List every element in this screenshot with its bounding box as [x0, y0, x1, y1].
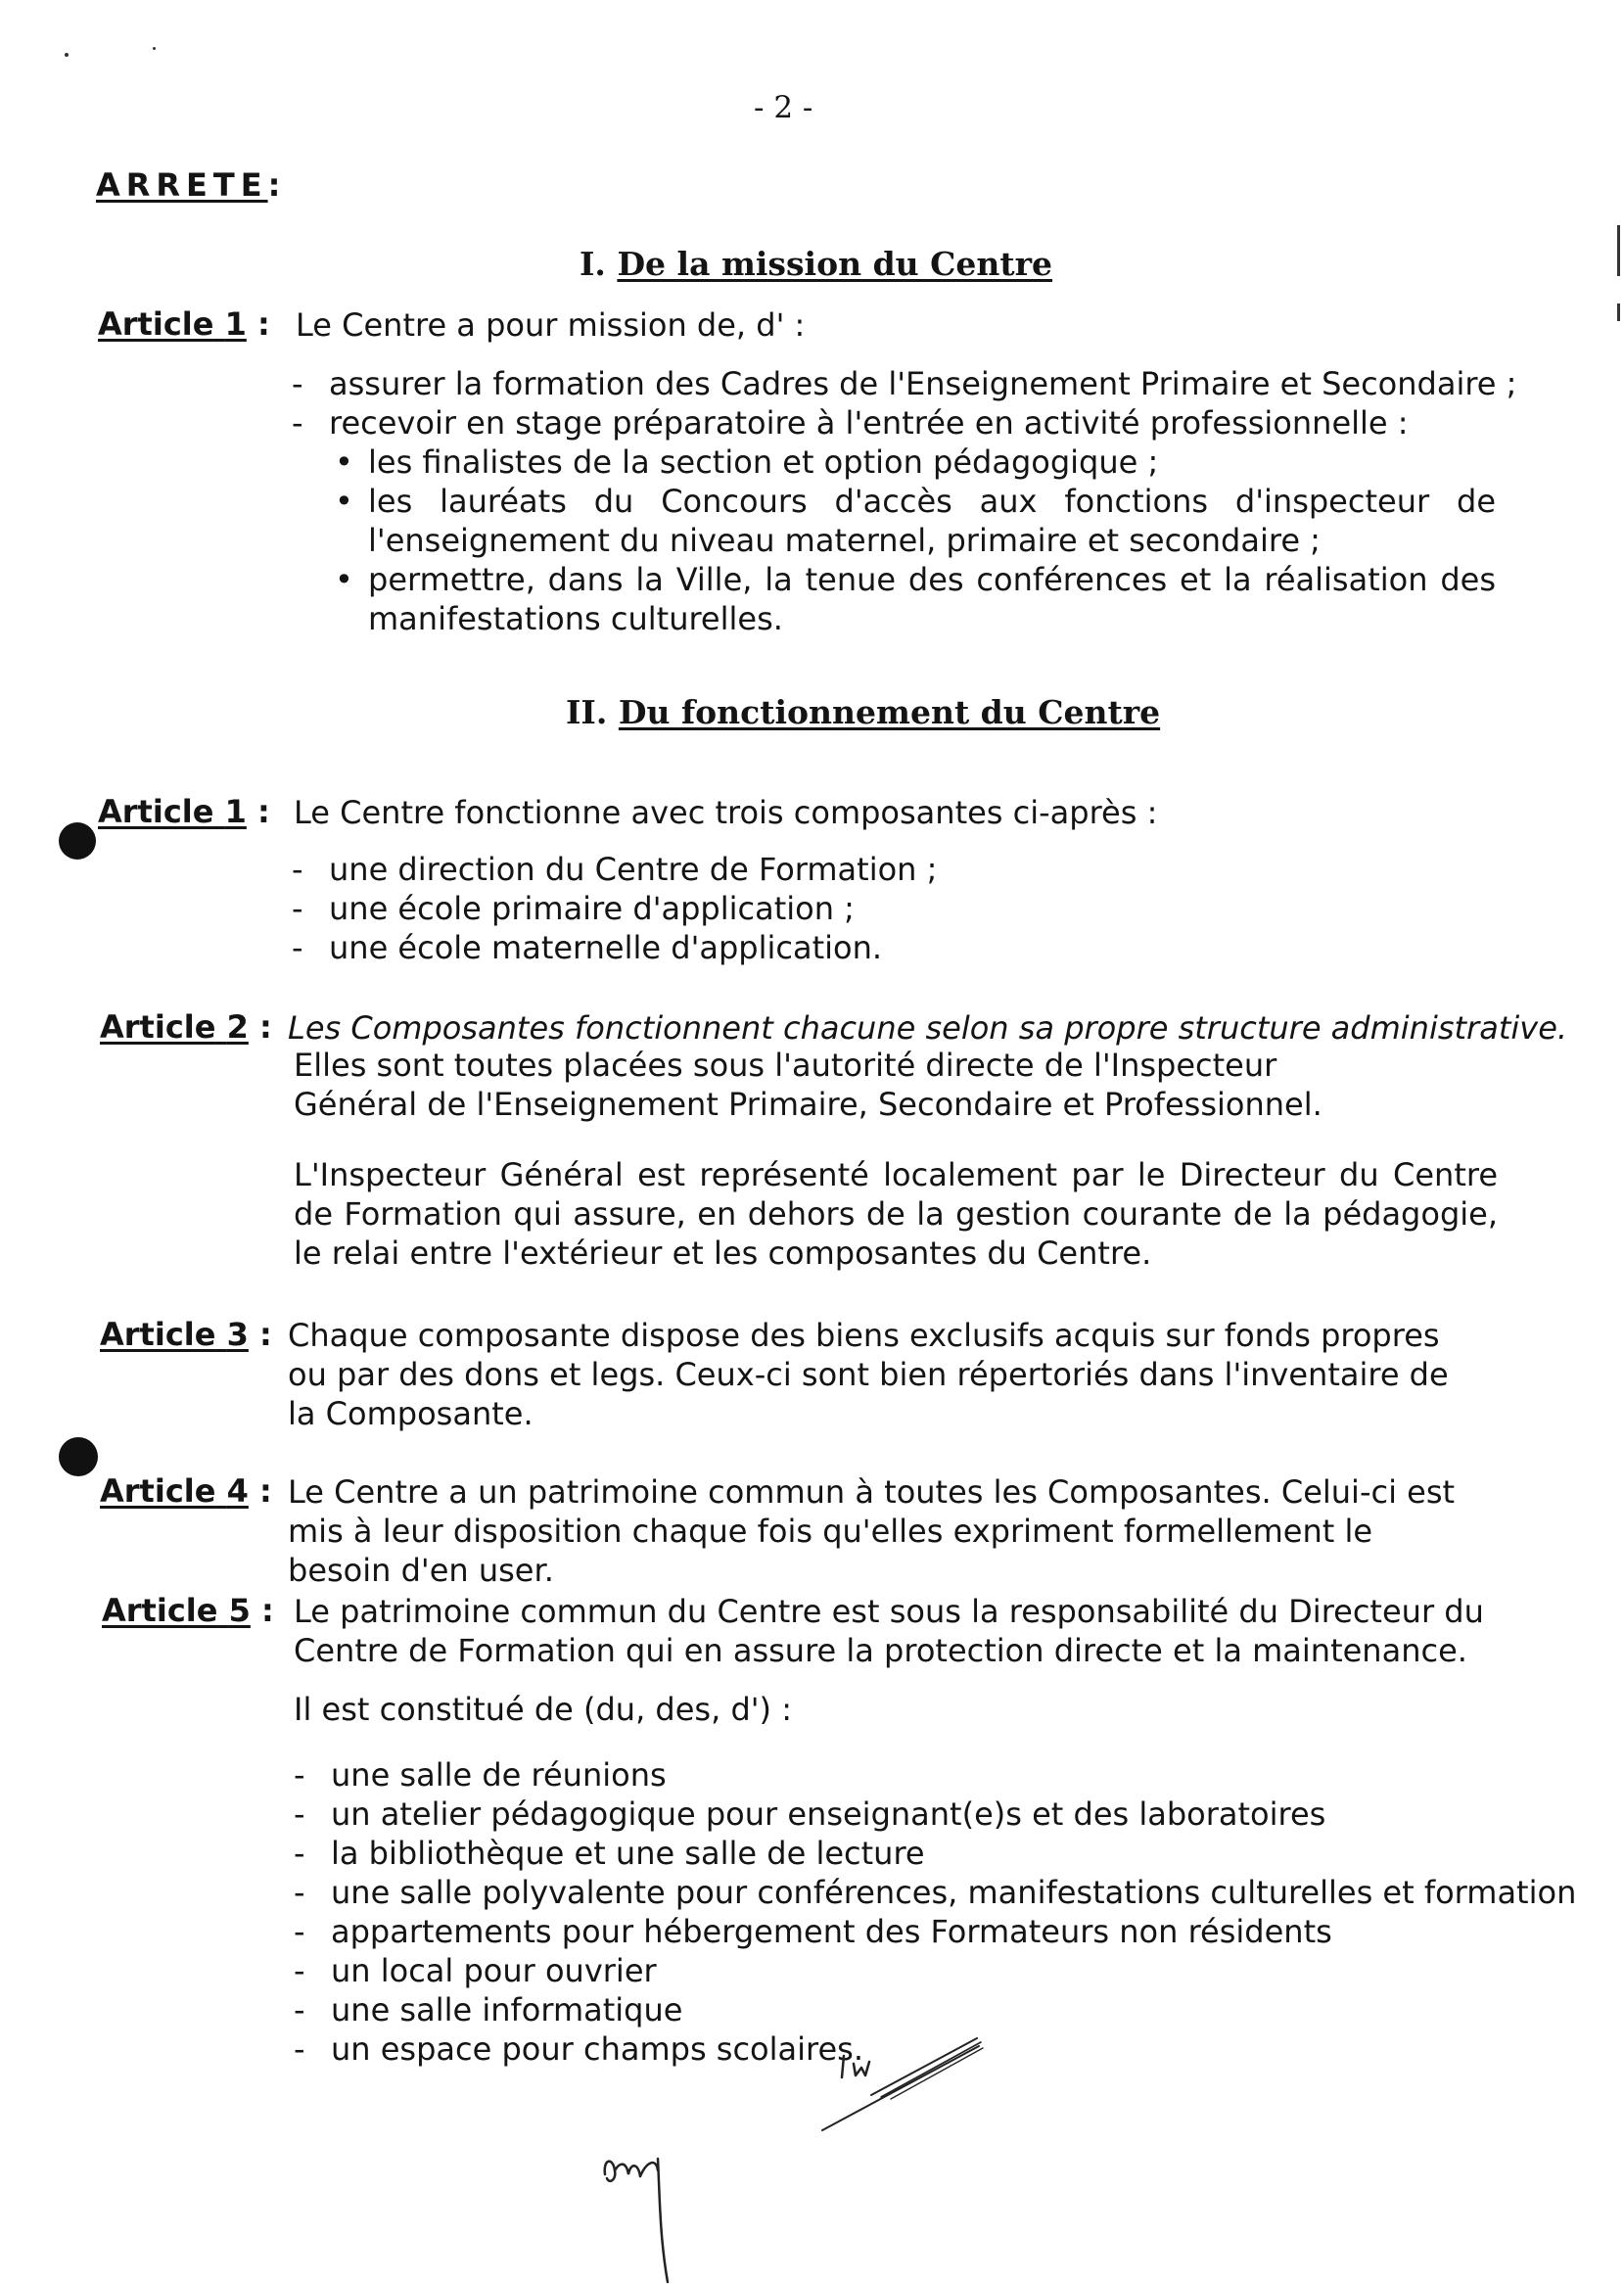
article-word: Article — [100, 1472, 216, 1510]
scan-speck — [153, 47, 156, 50]
article-word: Article — [98, 793, 214, 830]
punch-hole-mark — [59, 822, 96, 860]
list-item: - un atelier pédagogique pour enseignant(e)s et des laboratoires — [294, 1795, 1508, 1834]
page-number: - 2 - — [754, 90, 813, 125]
arrete-word: ARRETE — [96, 166, 268, 204]
article-number: 5 — [228, 1592, 251, 1629]
section-title: De la mission du Centre — [617, 245, 1053, 283]
initials-signature — [812, 2027, 989, 2134]
section-title: Du fonctionnement du Centre — [618, 693, 1161, 731]
list-item: - une salle informatique — [294, 1990, 1508, 2029]
list-item: • les finalistes de la section et option pédagogique ; — [327, 443, 1496, 482]
mission-dash-list — [292, 364, 1517, 443]
list-item: • permettre, dans la Ville, la tenue des conférences et la réalisation des manifestations culturelles. — [327, 560, 1496, 638]
article-word: Article — [102, 1592, 218, 1629]
article-1-intro: Le Centre fonctionne avec trois composantes ci-après : — [294, 794, 1158, 831]
arrete-heading — [96, 166, 286, 204]
list-item: - assurer la formation des Cadres de l'Enseignement Primaire et Secondaire ; — [292, 364, 1496, 403]
handwritten-signature — [587, 2149, 705, 2284]
list-item: - une direction du Centre de Formation ; — [292, 850, 1496, 889]
list-item: - un espace pour champs scolaires. — [294, 2029, 1508, 2069]
list-item: - un local pour ouvrier — [294, 1951, 1508, 1990]
list-item: - une salle polyvalente pour conférences, manifestations culturelles et formation — [294, 1873, 1508, 1912]
scan-edge-mark — [1617, 225, 1620, 276]
article-label: Article 5 : — [102, 1592, 274, 1629]
article-3-text: Chaque composante dispose des biens exclusifs acquis sur fonds propres ou par des dons et legs. Ceux-ci sont bien répertoriés dans l'inventaire de la Composante. — [288, 1317, 1449, 1432]
scan-speck — [65, 53, 69, 57]
article-word: Article — [98, 305, 214, 343]
article-label: Article 3 : — [100, 1316, 272, 1353]
article-label: Article 2 : — [100, 1008, 272, 1046]
article-number: 1 — [224, 793, 247, 830]
section-number: II. — [566, 693, 608, 731]
list-item: - une salle de réunions — [294, 1755, 1508, 1795]
list-item: - la bibliothèque et une salle de lecture — [294, 1834, 1508, 1873]
article-word: Article — [100, 1008, 216, 1046]
article-label: Article 4 : — [100, 1472, 272, 1510]
article-4-text: Le Centre a un patrimoine commun à toutes les Composantes. Celui-ci est mis à leur disposition chaque fois qu'elles expriment formellement le besoin d'en user. — [288, 1473, 1456, 1589]
article-number: 4 — [226, 1472, 249, 1510]
article-2-paragraph-2: L'Inspecteur Général est représenté localement par le Directeur du Centre de Formation qui assure, en dehors de la gestion courante de la pédagogie, le relai entre l'extérieur et les composantes du Centre. — [294, 1156, 1498, 1272]
article-number: 1 — [224, 305, 247, 343]
section-heading-mission — [580, 245, 1052, 283]
article-1-list — [292, 850, 1496, 967]
mission-bullet-list — [327, 443, 1496, 638]
article-number: 3 — [226, 1316, 249, 1353]
section-heading-fonctionnement — [566, 693, 1160, 731]
article-2-paragraph: Elles sont toutes placées sous l'autorité directe de l'Inspecteur Général de l'Enseignement Primaire, Secondaire et Professionnel. — [294, 1047, 1322, 1123]
punch-hole-mark — [59, 1437, 98, 1476]
article-2-first-line: Les Composantes fonctionnent chacune selon sa propre structure administrative. — [288, 1009, 1568, 1047]
article-number: 2 — [226, 1008, 249, 1046]
section-number: I. — [580, 245, 606, 283]
arrete-colon: : — [267, 166, 287, 204]
list-item: - une école maternelle d'application. — [292, 928, 1496, 967]
mission-intro: Le Centre a pour mission de, d' : — [296, 306, 806, 344]
article-label: Article 1 : — [98, 793, 270, 830]
list-item: - une école primaire d'application ; — [292, 889, 1496, 928]
article-label: Article 1 : — [98, 305, 270, 343]
list-item: - recevoir en stage préparatoire à l'entrée en activité professionnelle : — [292, 403, 1496, 443]
article-5-list — [294, 1755, 1577, 2069]
article-5-text: Le patrimoine commun du Centre est sous la responsabilité du Directeur du Centre de Formation qui en assure la protection directe et la maintenance. — [294, 1593, 1484, 1669]
article-5-intro: Il est constitué de (du, des, d') : — [294, 1691, 792, 1728]
list-item: - appartements pour hébergement des Formateurs non résidents — [294, 1912, 1508, 1951]
scan-edge-mark — [1617, 303, 1620, 321]
article-word: Article — [100, 1316, 216, 1353]
list-item: • les lauréats du Concours d'accès aux fonctions d'inspecteur de l'enseignement du niveau maternel, primaire et secondaire ; — [327, 482, 1496, 560]
